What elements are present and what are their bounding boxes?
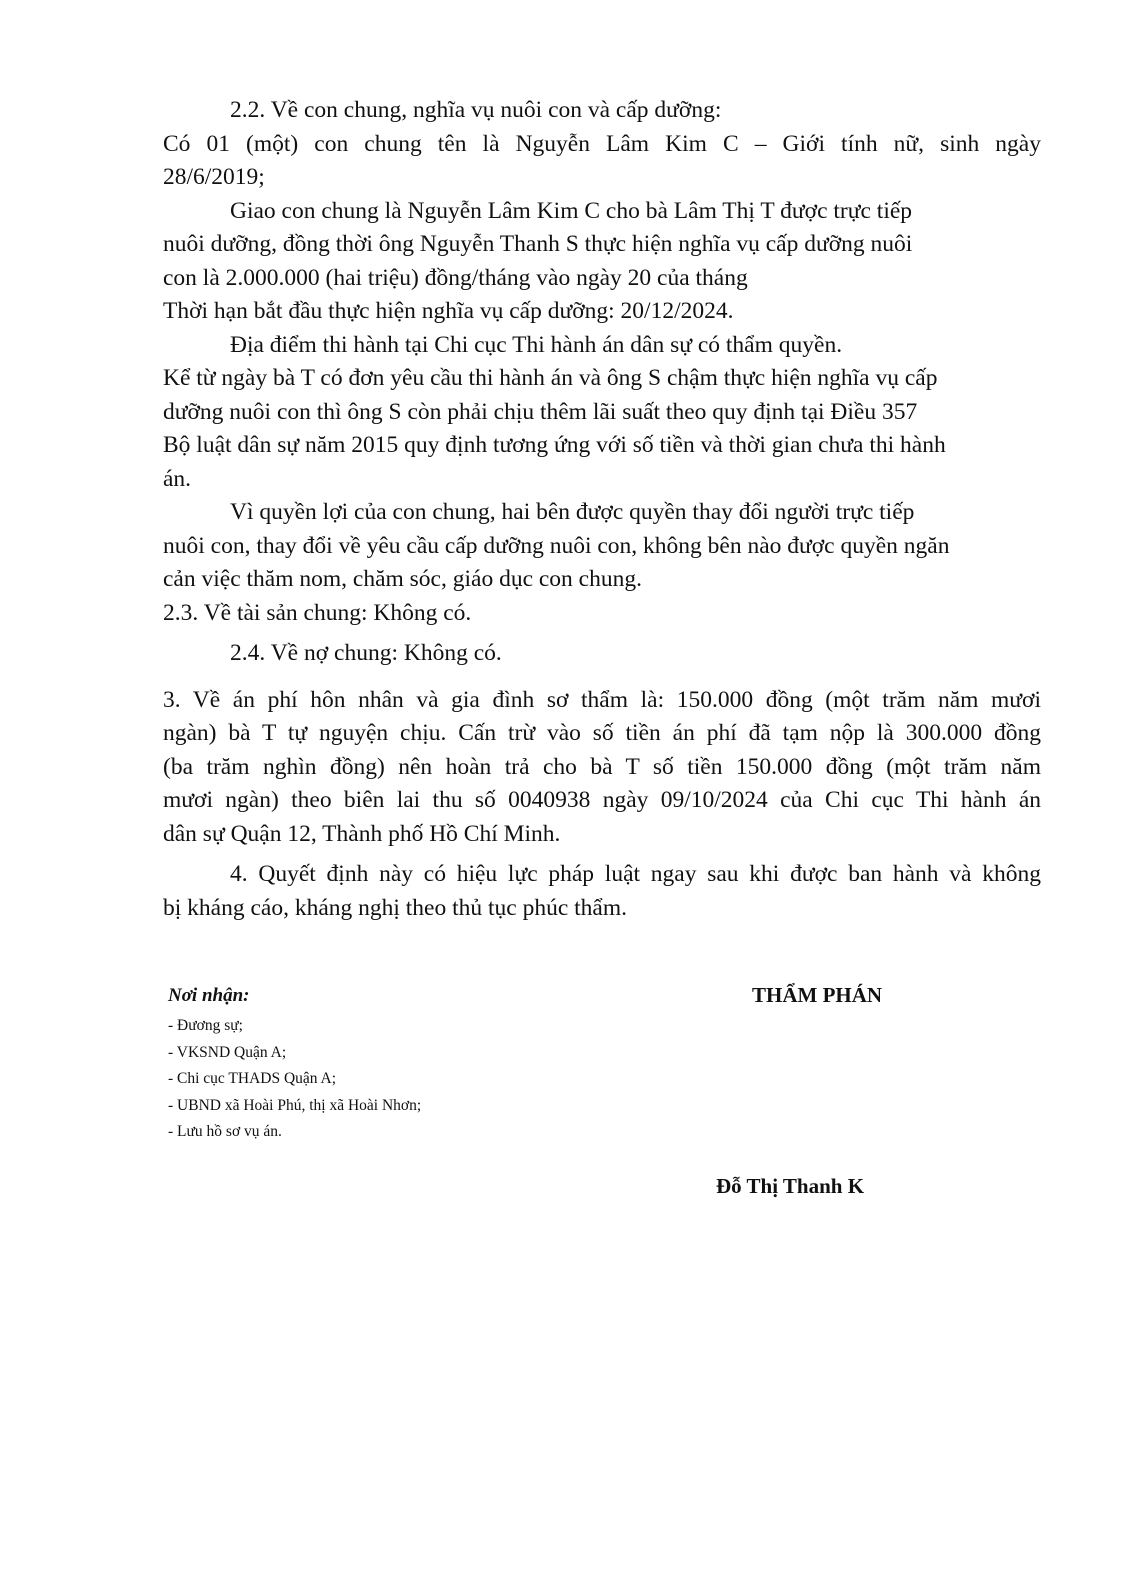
court-fee-line-5: dân sự Quận 12, Thành phố Hồ Chí Minh. [163,820,561,847]
effect-line-1: 4. Quyết định này có hiệu lực pháp luật ngay sau khi được ban hành và không [230,861,1041,887]
recipient-item: - Chi cục THADS Quận A; [168,1070,337,1087]
custody-line-1: Giao con chung là Nguyễn Lâm Kim C cho bà Lâm Thị T được trực tiếp [230,197,913,224]
interest-line-1: Kể từ ngày bà T có đơn yêu cầu thi hành án và ông S chậm thực hiện nghĩa vụ cấp [163,365,938,391]
decision-body [163,94,1041,925]
recipients-block [168,983,588,1146]
section-2-2-heading: 2.2. Về con chung, nghĩa vụ nuôi con và cấp dưỡng: [230,97,722,123]
rights-line-2: nuôi con, thay đổi về yêu cầu cấp dưỡng nuôi con, không bên nào được quyền ngăn [163,532,950,559]
section-2-3: 2.3. Về tài sản chung: Không có. [163,599,472,626]
signature-title: THẨM PHÁN [752,983,883,1007]
signature-name: Đỗ Thị Thanh K [716,1174,865,1198]
court-fee-line-3: (ba trăm nghìn đồng) nên hoàn trả cho bà T số tiền 150.000 đồng (một trăm năm [163,753,1041,780]
rights-line-1: Vì quyền lợi của con chung, hai bên được quyền thay đổi người trực tiếp [230,499,915,525]
start-date-line: Thời hạn bắt đầu thực hiện nghĩa vụ cấp dưỡng: 20/12/2024. [163,298,734,324]
recipient-item: - Đương sự; [168,1017,243,1034]
interest-line-4: án. [163,465,192,492]
recipient-item: - Lưu hồ sơ vụ án. [168,1123,282,1140]
child-info-line-1: Có 01 (một) con chung tên là Nguyễn Lâm Kim C – Giới tính nữ, sinh ngày [163,130,1041,157]
child-info-line-2: 28/6/2019; [163,164,265,190]
section-3-court-fee [163,684,1041,852]
custody-line-2: nuôi dưỡng, đồng thời ông Nguyễn Thanh S thực hiện nghĩa vụ cấp dưỡng nuôi [163,231,913,257]
location-line: Địa điểm thi hành tại Chi cục Thi hành án dân sự có thẩm quyền. [230,331,843,358]
recipient-item: - VKSND Quận A; [168,1043,287,1061]
section-2-4: 2.4. Về nợ chung: Không có. [230,640,502,666]
interest-line-2: dưỡng nuôi con thì ông S còn phải chịu thêm lãi suất theo quy định tại Điều 357 [163,398,918,425]
rights-line-3: cản việc thăm nom, chăm sóc, giáo dục con chung. [163,566,642,592]
court-fee-line-1: 3. Về án phí hôn nhân và gia đình sơ thẩm là: 150.000 đồng (một trăm năm mươi [163,686,1041,713]
effect-line-2: bị kháng cáo, kháng nghị theo thủ tục phúc thẩm. [163,894,628,921]
section-4-effect [163,858,1041,925]
court-fee-line-2: ngàn) bà T tự nguyện chịu. Cấn trừ vào số tiền án phí đã tạm nộp là 300.000 đồng [163,720,1041,746]
court-fee-line-4: mươi ngàn) theo biên lai thu số 0040938 ngày 09/10/2024 của Chi cục Thi hành án [163,787,1041,813]
recipient-item: - UBND xã Hoài Phú, thị xã Hoài Nhơn; [168,1096,422,1114]
recipients-title: Nơi nhận: [168,985,250,1006]
interest-line-3: Bộ luật dân sự năm 2015 quy định tương ứng với số tiền và thời gian chưa thi hành [163,432,946,458]
custody-line-3: con là 2.000.000 (hai triệu) đồng/tháng vào ngày 20 của tháng [163,264,748,291]
section-2-2 [163,94,1041,597]
